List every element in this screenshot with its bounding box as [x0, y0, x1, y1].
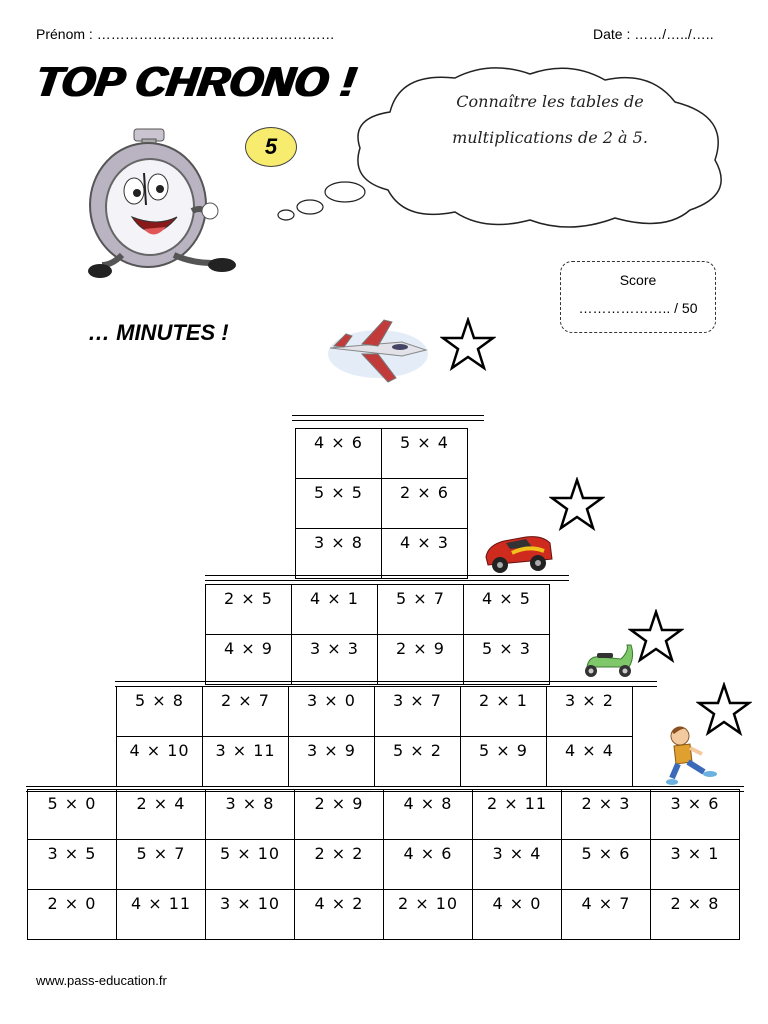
multiplication-cell[interactable]: 5 × 5	[296, 479, 382, 529]
running-boy-icon	[664, 722, 728, 788]
objective-line-1: Connaître les tables de	[456, 92, 644, 111]
multiplication-cell[interactable]: 2 × 4	[117, 790, 206, 840]
page-title: TOP CHRONO !	[32, 58, 360, 105]
multiplication-cell[interactable]: 2 × 10	[384, 890, 473, 940]
table-row	[117, 737, 633, 787]
multiplication-cell[interactable]: 3 × 3	[292, 635, 378, 685]
multiplication-cell[interactable]: 5 × 2	[375, 737, 461, 787]
table-row	[296, 429, 468, 479]
table-row	[206, 635, 550, 685]
multiplication-cell[interactable]: 2 × 1	[461, 687, 547, 737]
race-car-icon	[482, 527, 554, 577]
table-row	[296, 529, 468, 579]
multiplication-cell[interactable]: 3 × 4	[473, 840, 562, 890]
multiplication-cell[interactable]: 5 × 0	[28, 790, 117, 840]
multiplication-cell[interactable]: 2 × 6	[382, 479, 468, 529]
multiplication-cell[interactable]: 2 × 2	[295, 840, 384, 890]
multiplication-cell[interactable]: 4 × 10	[117, 737, 203, 787]
stopwatch-mascot-icon	[82, 125, 247, 295]
multiplication-cell[interactable]: 3 × 2	[547, 687, 633, 737]
multiplication-cell[interactable]: 2 × 9	[295, 790, 384, 840]
multiplication-cell[interactable]: 3 × 5	[28, 840, 117, 890]
grid-level-4	[27, 789, 740, 940]
multiplication-cell[interactable]: 4 × 0	[473, 890, 562, 940]
multiplication-cell[interactable]: 3 × 9	[289, 737, 375, 787]
multiplication-cell[interactable]: 2 × 11	[473, 790, 562, 840]
multiplication-cell[interactable]: 4 × 5	[464, 585, 550, 635]
multiplication-cell[interactable]: 2 × 8	[651, 890, 740, 940]
score-field[interactable]: ……………….. / 50	[578, 300, 698, 316]
minutes-label: … MINUTES !	[88, 320, 229, 345]
multiplication-cell[interactable]: 2 × 0	[28, 890, 117, 940]
star-icon	[549, 477, 605, 531]
multiplication-cell[interactable]: 4 × 7	[562, 890, 651, 940]
multiplication-cell[interactable]: 3 × 10	[206, 890, 295, 940]
multiplication-cell[interactable]: 2 × 5	[206, 585, 292, 635]
table-row	[296, 479, 468, 529]
score-label: Score	[619, 272, 657, 288]
multiplication-cell[interactable]: 4 × 6	[296, 429, 382, 479]
multiplication-cell[interactable]: 4 × 2	[295, 890, 384, 940]
multiplication-cell[interactable]: 2 × 9	[378, 635, 464, 685]
multiplication-cell[interactable]: 2 × 3	[562, 790, 651, 840]
multiplication-cell[interactable]: 4 × 11	[117, 890, 206, 940]
table-row	[28, 840, 740, 890]
objective-line-2: multiplications de 2 à 5.	[452, 128, 648, 147]
multiplication-cell[interactable]: 4 × 8	[384, 790, 473, 840]
multiplication-cell[interactable]: 3 × 1	[651, 840, 740, 890]
footer-url: www.pass-education.fr	[36, 973, 167, 988]
level-badge: 5	[245, 127, 297, 167]
multiplication-cell[interactable]: 5 × 10	[206, 840, 295, 890]
multiplication-cell[interactable]: 3 × 8	[296, 529, 382, 579]
table-row	[28, 890, 740, 940]
multiplication-cell[interactable]: 3 × 0	[289, 687, 375, 737]
multiplication-cell[interactable]: 4 × 4	[547, 737, 633, 787]
date-field[interactable]: Date : ……/…../…..	[593, 26, 714, 42]
multiplication-cell[interactable]: 5 × 7	[117, 840, 206, 890]
multiplication-cell[interactable]: 5 × 4	[382, 429, 468, 479]
multiplication-cell[interactable]: 3 × 8	[206, 790, 295, 840]
multiplication-cell[interactable]: 4 × 6	[384, 840, 473, 890]
multiplication-cell[interactable]: 4 × 3	[382, 529, 468, 579]
multiplication-cell[interactable]: 4 × 9	[206, 635, 292, 685]
jet-plane-icon	[322, 312, 434, 392]
multiplication-cell[interactable]: 5 × 8	[117, 687, 203, 737]
shelf-line	[292, 415, 484, 421]
multiplication-cell[interactable]: 2 × 7	[203, 687, 289, 737]
multiplication-cell[interactable]: 3 × 11	[203, 737, 289, 787]
table-row	[28, 790, 740, 840]
multiplication-cell[interactable]: 5 × 7	[378, 585, 464, 635]
multiplication-cell[interactable]: 4 × 1	[292, 585, 378, 635]
first-name-field[interactable]: Prénom : ……………………………………………	[36, 26, 335, 42]
grid-level-1	[295, 428, 468, 579]
multiplication-cell[interactable]: 5 × 6	[562, 840, 651, 890]
multiplication-cell[interactable]: 5 × 9	[461, 737, 547, 787]
multiplication-cell[interactable]: 3 × 7	[375, 687, 461, 737]
table-row	[117, 687, 633, 737]
score-box	[560, 261, 716, 333]
grid-level-2	[205, 584, 550, 685]
multiplication-cell[interactable]: 5 × 3	[464, 635, 550, 685]
star-icon	[440, 317, 496, 371]
multiplication-cell[interactable]: 3 × 6	[651, 790, 740, 840]
scooter-icon	[577, 641, 637, 679]
table-row	[206, 585, 550, 635]
grid-level-3	[116, 686, 633, 787]
